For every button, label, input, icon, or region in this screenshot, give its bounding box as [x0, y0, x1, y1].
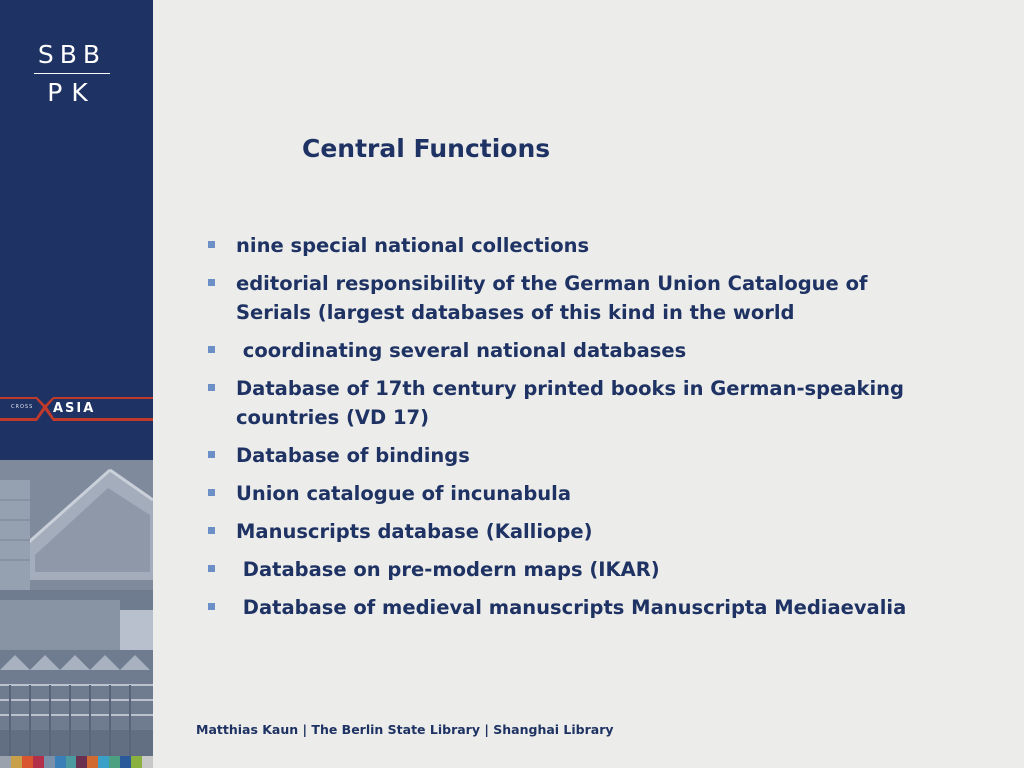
square-bullet-icon	[208, 241, 215, 248]
color-strip-segment	[120, 756, 131, 768]
building-illustration	[0, 460, 153, 756]
bullet-item	[206, 517, 946, 546]
slide-title: Central Functions	[302, 134, 551, 163]
bullet-item	[206, 269, 946, 327]
bullet-text: Database of medieval manuscripts Manuscripta Mediaevalia	[236, 596, 907, 619]
bullet-text: editorial responsibility of the German Union Catalogue of Serials (largest databases of this kind in the world	[236, 272, 875, 324]
crossasia-logo	[0, 396, 153, 422]
color-strip-segment	[142, 756, 153, 768]
bullet-text: Database of 17th century printed books in German-speaking countries (VD 17)	[236, 377, 911, 429]
sbb-pk-logo	[34, 40, 110, 108]
bullet-item	[206, 593, 946, 622]
bullet-item	[206, 374, 946, 432]
crossasia-name: ASIA	[53, 401, 96, 416]
color-strip-segment	[11, 756, 22, 768]
bullet-text: Manuscripts database (Kalliope)	[236, 520, 593, 543]
color-strip-segment	[131, 756, 142, 768]
color-strip-segment	[33, 756, 44, 768]
bullet-text: Union catalogue of incunabula	[236, 482, 572, 505]
bullet-item	[206, 231, 946, 260]
color-strip-segment	[66, 756, 77, 768]
bullet-text: coordinating several national databases	[236, 339, 687, 362]
color-strip-segment	[0, 756, 11, 768]
slide-footer: Matthias Kaun | The Berlin State Library | Shanghai Library	[196, 722, 614, 737]
library-building-image	[0, 460, 153, 756]
bullet-text: nine special national collections	[236, 234, 590, 257]
crossasia-prefix: CROSS	[11, 404, 34, 410]
color-strip-segment	[76, 756, 87, 768]
bullet-item	[206, 336, 946, 365]
bullet-item	[206, 479, 946, 508]
color-strip-segment	[55, 756, 66, 768]
logo-divider	[34, 73, 110, 74]
sidebar	[0, 0, 153, 768]
square-bullet-icon	[208, 451, 215, 458]
color-strip-segment	[87, 756, 98, 768]
square-bullet-icon	[208, 527, 215, 534]
square-bullet-icon	[208, 384, 215, 391]
bullet-item	[206, 555, 946, 584]
color-strip	[0, 756, 153, 768]
square-bullet-icon	[208, 489, 215, 496]
square-bullet-icon	[208, 346, 215, 353]
bullet-text: Database of bindings	[236, 444, 470, 467]
color-strip-segment	[98, 756, 109, 768]
logo-line-1: SBB	[37, 40, 107, 69]
square-bullet-icon	[208, 565, 215, 572]
color-strip-segment	[109, 756, 120, 768]
bullet-list	[206, 231, 946, 631]
logo-line-2: PK	[47, 78, 97, 107]
square-bullet-icon	[208, 603, 215, 610]
square-bullet-icon	[208, 279, 215, 286]
color-strip-segment	[22, 756, 33, 768]
bullet-text: Database on pre-modern maps (IKAR)	[236, 558, 660, 581]
bullet-item	[206, 441, 946, 470]
color-strip-segment	[44, 756, 55, 768]
